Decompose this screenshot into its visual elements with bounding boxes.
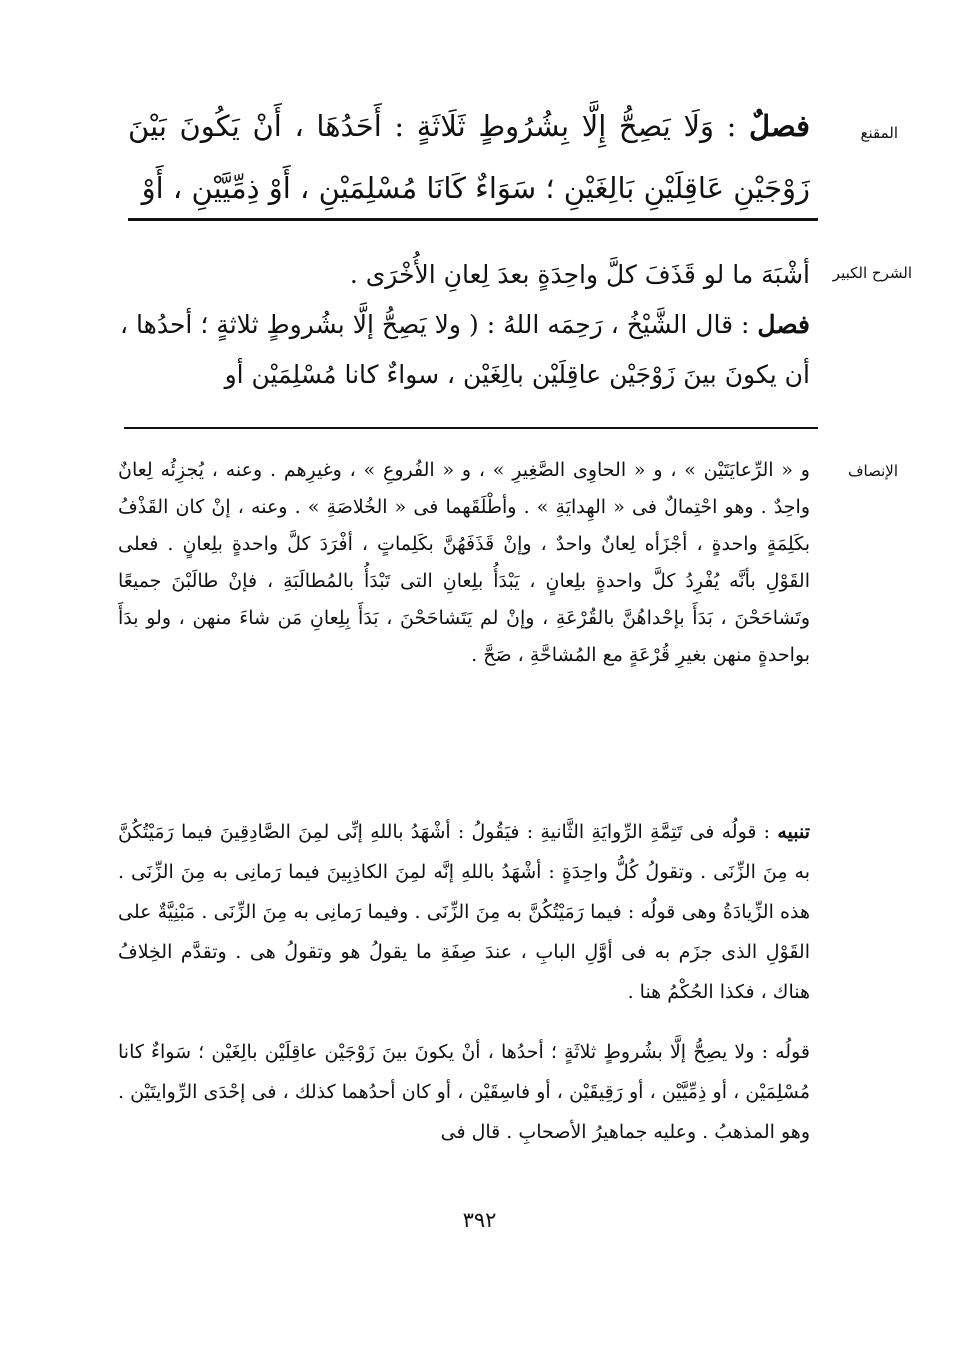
label-muqni: المقنع	[860, 124, 898, 142]
label-sharh-kabir: الشرح الكبير	[832, 264, 912, 282]
muqni-paragraph	[128, 95, 810, 219]
label-insaf: الإنصاف	[847, 462, 898, 480]
tanbih-text-block	[118, 812, 810, 1012]
tanbih-paragraph	[118, 812, 810, 1012]
insaf-paragraph: و « الرِّعايَتَيْن » ، و « الحاوِى الصَّغِيرِ » ، و « الفُروعِ » ، وغيرِهم . وعنه ، يُجزِئُه لِعانٌ واحِدٌ . وهو احْتِمالٌ فى « الهِدايَةِ » . وأطْلَقَهما فى « الخُلاصَةِ » . وعنه ، إنْ كان القَذْفُ بكَلِمَةٍ واحدةٍ ، أجْزَأه لِعانٌ واحدٌ ، وإنْ قَذَفَهُنَّ بكَلِماتٍ ، أفْرَدَ كلَّ واحدةٍ بلِعانٍ . فعلى القَوْلِ بأنَّه يُفْرِدُ كلَّ واحدةٍ بلِعانٍ ، يَبْدَأُ بلِعانِ التى تَبْدَأُ بالمُطالَبَةِ ، فإنْ طالَبْنَ جميعًا وتَشاحَحْنَ ، بَدَأَ بإحْداهُنَّ بالقُرْعَةِ ، وإنْ لم يَتَشاحَحْنَ ، بَدَأَ بِلِعانِ مَن شاءَ منهن ، ولو بدَأَ بواحدةٍ منهن بغيرِ قُرْعَةٍ مع المُشاحَّةِ ، صَحَّ .	[118, 459, 810, 666]
sharh-body: : قال الشَّيْخُ ، رَحِمَه اللهُ : ( ولا يَصِحُّ إلَّا بشُروطٍ ثلاثةٍ ؛ أحدُها ، أن يكونَ بينَ زَوْجَيْن عاقِلَيْن بالِغَيْن ، سواءٌ كانا مُسْلِمَيْن أو	[120, 310, 810, 389]
sharh-divider	[124, 427, 818, 429]
page-number: ٣٩٢	[462, 1208, 497, 1232]
sharh-line1: أشْبَهَ ما لو قَذَفَ كلَّ واحِدَةٍ بعدَ لِعانِ الأُخْرَى .	[349, 260, 810, 289]
sharh-heading: فصل	[757, 310, 810, 339]
qawluh-paragraph: قولُه : ولا يصِحُّ إلَّا بشُروطٍ ثلاثَةٍ ؛ أحدُها ، أنْ يكونَ بينَ زَوْجَيْن عاقِلَيْن بالِغَيْن ؛ سَواءٌ كانا مُسْلِمَيْن ، أو ذِمِّيَّيْن ، أو رَقِيقَيْن ، أو فاسِقَيْن ، أو كان أحدُهما كذلك ، فى إحْدَى الرِّوايتَيْن . وهو المذهبُ . وعليه جماهيرُ الأصحابِ . قال فى	[118, 1041, 810, 1143]
tanbih-body: : قولُه فى تَتِمَّةِ الرِّوايَةِ الثَّانيةِ : فيَقُولُ : أشْهَدُ باللهِ إنِّى لمِنَ الصَّادِقِينَ فيما رَمَيْتُكُنَّ به مِنَ الزِّنَى . وتقولُ كُلُّ واحِدَةٍ : أشْهَدُ باللهِ إنَّه لمِنَ الكاذِبِينَ فيما رَمانِى به مِنَ الزِّنَى . هذه الزِّيادَةُ وهى قولُه : فيما رَمَيْتُكُنَّ به مِنَ الزِّنَى . وفيما رَمانِى به مِنَ الزِّنَى . مَبْنِيَّةٌ على القَوْلِ الذى جزَم به فى أوَّلِ البابِ ، عندَ صِفَةِ ما يقولُ هو وتقولُ هى . وتقدَّم الخِلافُ هناك ، فكذا الحُكْمُ هنا .	[118, 821, 810, 1003]
muqni-body: : وَلَا يَصِحُّ إِلَّا بِشُرُوطٍ ثَلَاثَةٍ : أَحَدُهَا ، أَنْ يَكُونَ بَيْنَ زَوْجَيْنِ عَاقِلَيْنِ بَالِغَيْنِ ؛ سَوَاءٌ كَانَا مُسْلِمَيْنِ ، أَوْ ذِمِّيَّيْنِ ، أَوْ	[128, 109, 810, 205]
muqni-text-block	[128, 95, 810, 219]
tanbih-heading: تنبيه	[777, 821, 810, 843]
insaf-text-block	[118, 452, 810, 674]
muqni-heading: فصلٌ	[749, 109, 811, 143]
muqni-divider	[128, 218, 818, 221]
sharh-paragraph	[120, 300, 810, 400]
sharh-text-block	[120, 250, 810, 400]
qawluh-text-block	[118, 1032, 810, 1152]
